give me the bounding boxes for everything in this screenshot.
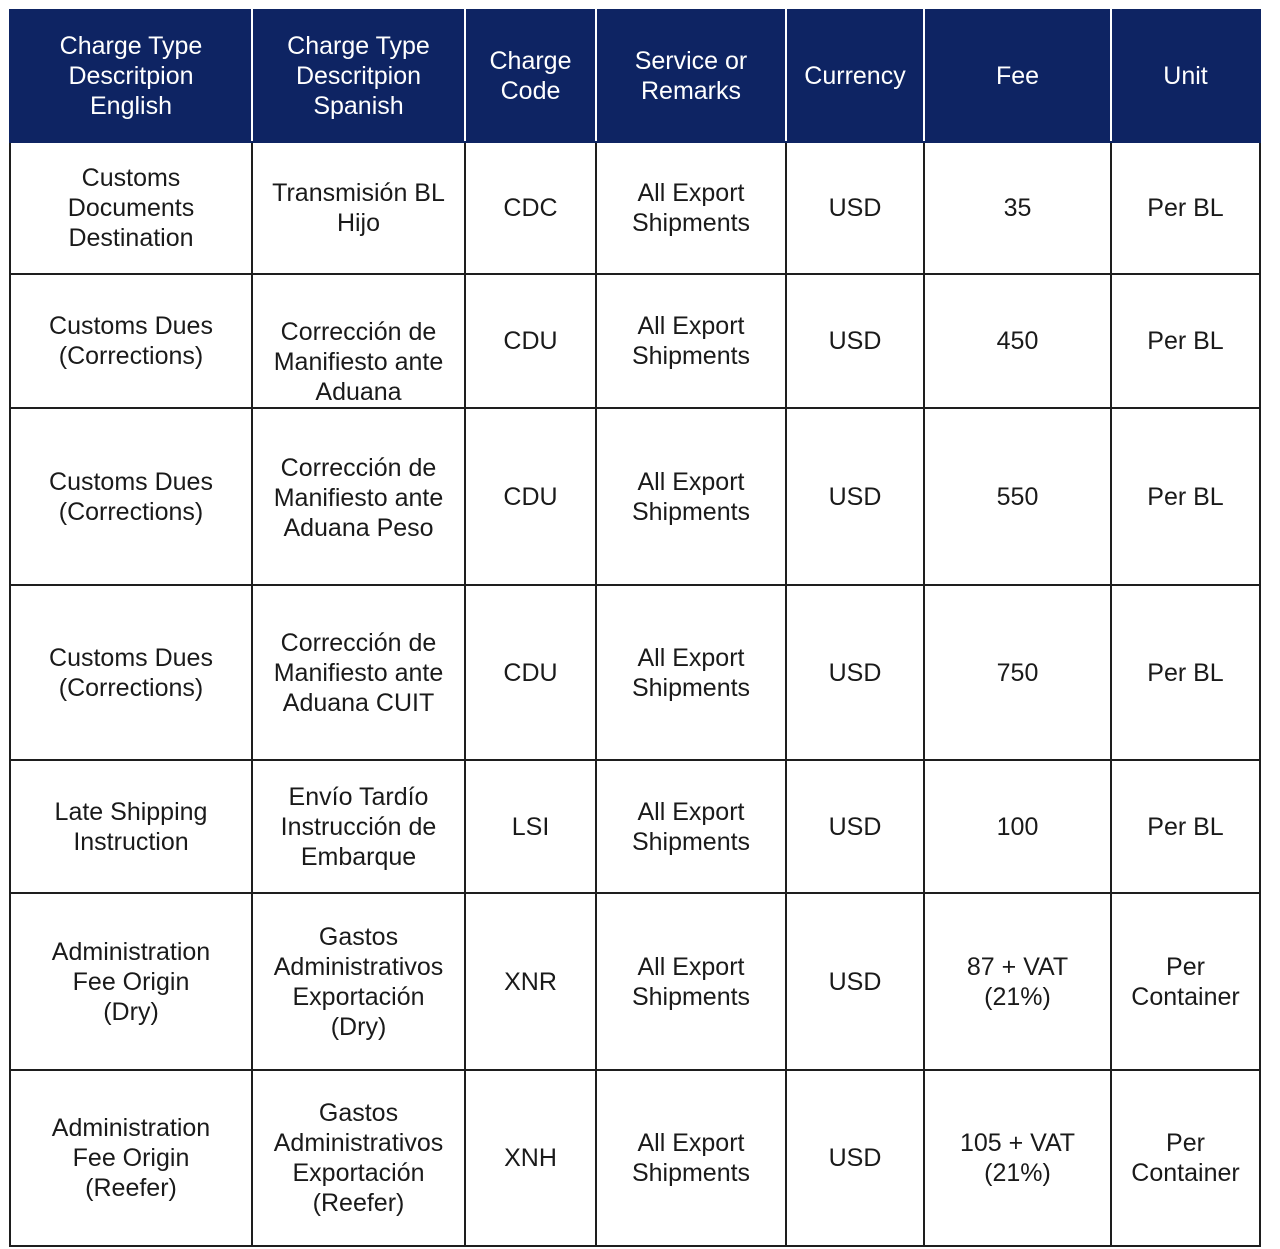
cell-unit: Per Container: [1111, 893, 1260, 1070]
header-desc-spanish: Charge Type Descritpion Spanish: [252, 10, 465, 142]
header-row: [10, 10, 1260, 142]
cell-unit: Per BL: [1111, 142, 1260, 274]
cell-currency: USD: [786, 274, 924, 408]
cell-charge-code: XNR: [465, 893, 596, 1070]
cell-desc-spanish: Corrección de Manifiesto ante Aduana CUIT: [252, 585, 465, 760]
cell-fee: 35: [924, 142, 1111, 274]
cell-fee: 100: [924, 760, 1111, 893]
header-desc-english: Charge Type Descritpion English: [10, 10, 252, 142]
cell-desc-spanish: Corrección de Manifiesto ante Aduana Peso: [252, 408, 465, 585]
cell-currency: USD: [786, 1070, 924, 1246]
cell-desc-spanish: Transmisión BL Hijo: [252, 142, 465, 274]
cell-charge-code: CDU: [465, 408, 596, 585]
cell-currency: USD: [786, 142, 924, 274]
table-row: [10, 142, 1260, 274]
header-unit: Unit: [1111, 10, 1260, 142]
cell-unit: Per BL: [1111, 274, 1260, 408]
cell-desc-english: Customs Dues (Corrections): [10, 274, 252, 408]
cell-unit: Per BL: [1111, 408, 1260, 585]
cell-unit: Per Container: [1111, 1070, 1260, 1246]
cell-unit: Per BL: [1111, 585, 1260, 760]
cell-service-remarks: All Export Shipments: [596, 893, 786, 1070]
cell-charge-code: CDU: [465, 274, 596, 408]
table-row: [10, 1070, 1260, 1246]
cell-currency: USD: [786, 585, 924, 760]
cell-currency: USD: [786, 893, 924, 1070]
cell-charge-code: CDC: [465, 142, 596, 274]
cell-desc-english: Customs Dues (Corrections): [10, 585, 252, 760]
table-row: [10, 585, 1260, 760]
cell-service-remarks: All Export Shipments: [596, 585, 786, 760]
cell-service-remarks: All Export Shipments: [596, 142, 786, 274]
cell-currency: USD: [786, 760, 924, 893]
cell-unit: Per BL: [1111, 760, 1260, 893]
cell-fee: 450: [924, 274, 1111, 408]
cell-service-remarks: All Export Shipments: [596, 274, 786, 408]
table-row: [10, 893, 1260, 1070]
cell-charge-code: LSI: [465, 760, 596, 893]
table-row: [10, 274, 1260, 408]
charges-table: [9, 9, 1261, 1247]
cell-charge-code: CDU: [465, 585, 596, 760]
header-charge-code: Charge Code: [465, 10, 596, 142]
cell-service-remarks: All Export Shipments: [596, 1070, 786, 1246]
cell-currency: USD: [786, 408, 924, 585]
cell-fee: 750: [924, 585, 1111, 760]
cell-fee: 87 + VAT (21%): [924, 893, 1111, 1070]
cell-desc-spanish: Gastos Administrativos Exportación (Reefer): [252, 1070, 465, 1246]
cell-desc-spanish: Corrección de Manifiesto ante Aduana: [252, 274, 465, 408]
cell-desc-english: Customs Dues (Corrections): [10, 408, 252, 585]
cell-fee: 550: [924, 408, 1111, 585]
table-row: [10, 760, 1260, 893]
cell-desc-english: Administration Fee Origin (Reefer): [10, 1070, 252, 1246]
header-service-remarks: Service or Remarks: [596, 10, 786, 142]
cell-desc-spanish: Gastos Administrativos Exportación (Dry): [252, 893, 465, 1070]
header-currency: Currency: [786, 10, 924, 142]
header-fee: Fee: [924, 10, 1111, 142]
cell-fee: 105 + VAT (21%): [924, 1070, 1111, 1246]
cell-service-remarks: All Export Shipments: [596, 760, 786, 893]
cell-desc-english: Customs Documents Destination: [10, 142, 252, 274]
cell-charge-code: XNH: [465, 1070, 596, 1246]
cell-desc-english: Late Shipping Instruction: [10, 760, 252, 893]
cell-service-remarks: All Export Shipments: [596, 408, 786, 585]
cell-desc-spanish: Envío Tardío Instrucción de Embarque: [252, 760, 465, 893]
cell-desc-english: Administration Fee Origin (Dry): [10, 893, 252, 1070]
table-row: [10, 408, 1260, 585]
